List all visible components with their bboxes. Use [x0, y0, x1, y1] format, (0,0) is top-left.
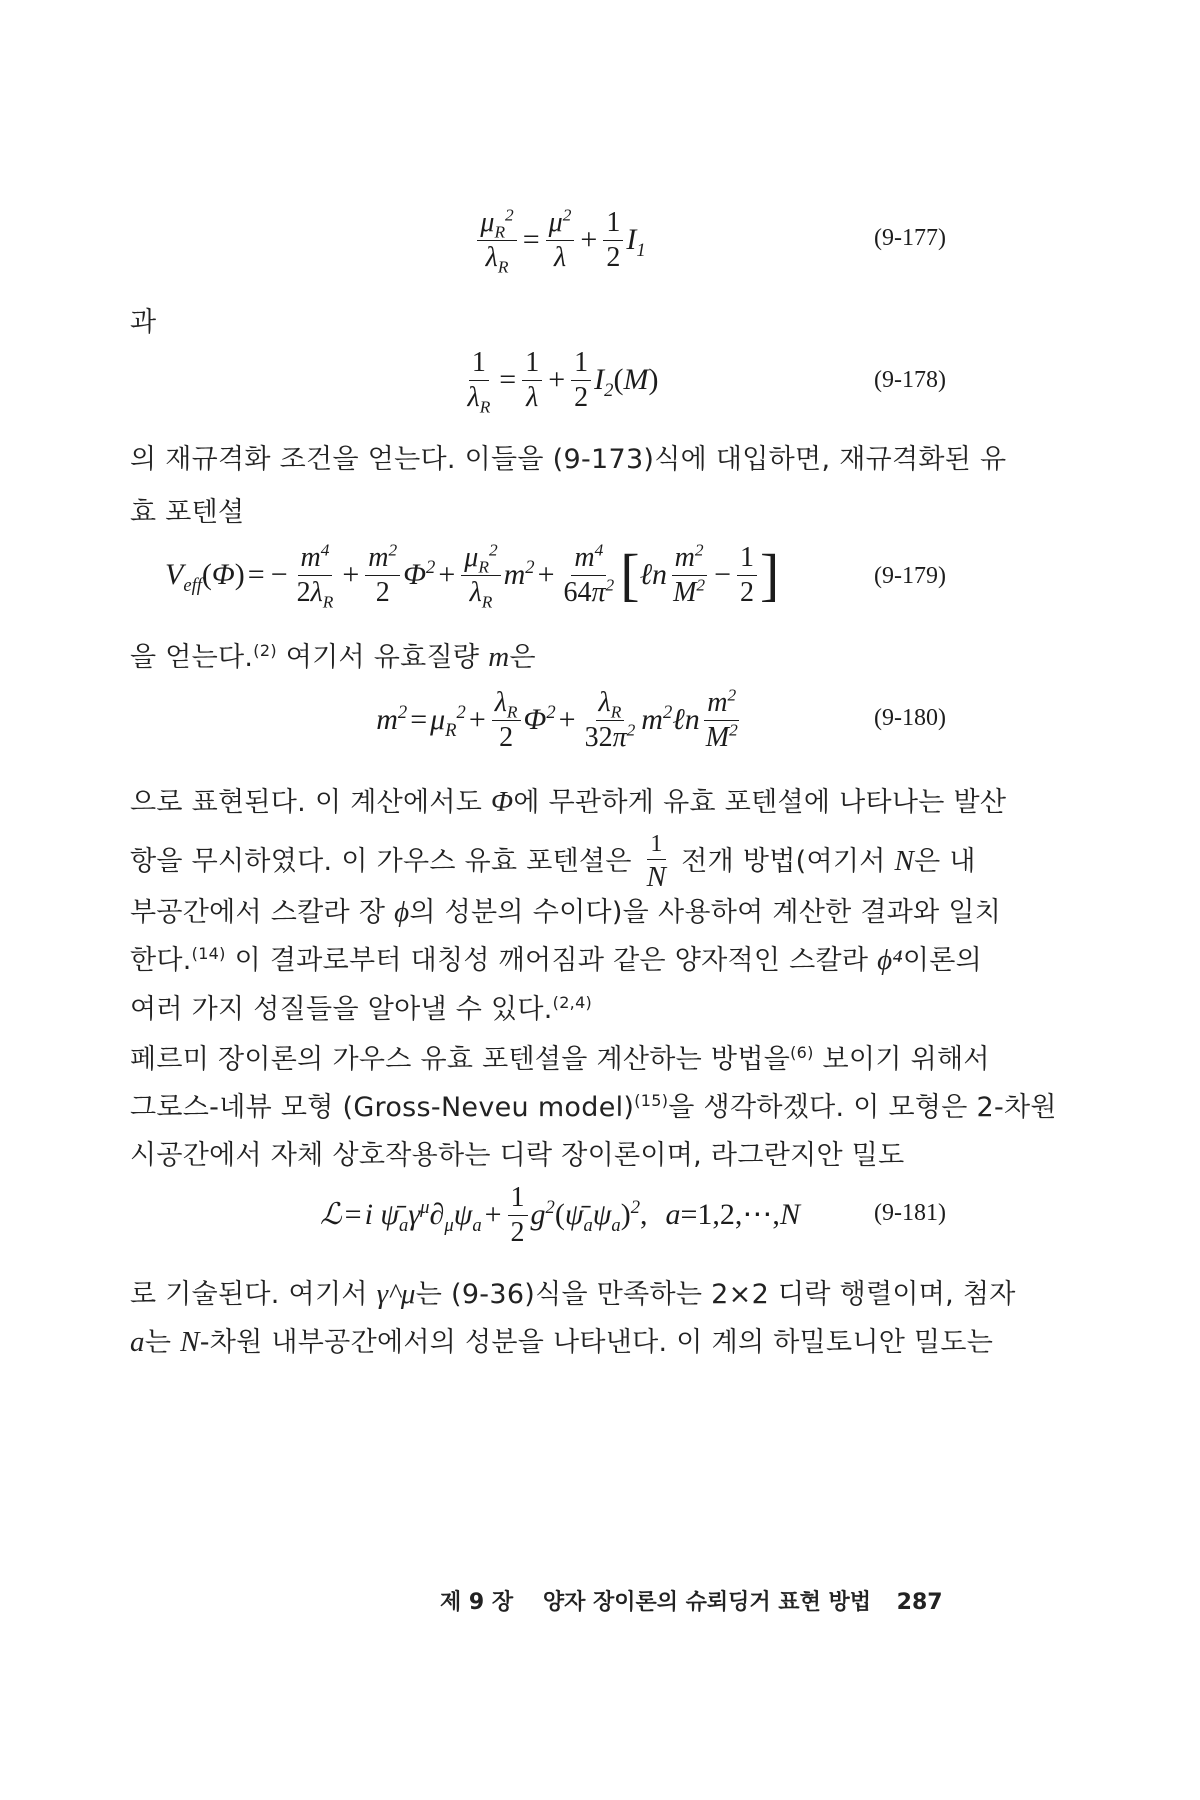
inline-fraction: $\frac{1}{N}$ [646, 831, 667, 894]
text-line: 한다.$^{(14)}$ 이 결과로부터 대칭성 깨어짐과 같은 양자적인 스칼라 ϕ⁴이론의 [130, 944, 983, 976]
text-line: 시공간에서 자체 상호작용하는 디락 장이론이며, 라그란지안 밀도 [130, 1140, 905, 1171]
text-line: a는 N-차원 내부공간에서의 성분을 나타낸다. 이 계의 하밀토니안 밀도는 [130, 1326, 994, 1358]
equation-number: (9-178) [874, 367, 946, 393]
equation-number: (9-179) [874, 563, 946, 589]
text-line: 의 재규격화 조건을 얻는다. 이들을 (9-173)식에 대입하면, 재규격화된 유 [130, 444, 1007, 475]
equation-9-180: $m^2$ = $\mu_R^2$ + $\frac{\lambda_R}{2}$ $\Phi^2$ + $\frac{\lambda_R}{32\pi^2}$ $m^2$ ℓn $\frac{m^2}{M^2}$ [376, 685, 738, 753]
equation-9-181: ℒ = i $\psī_a\gamma^\mu\partial_\mu\psi_a$ + $\frac{1}{2}$ $g^2(\psī_a\psi_a)^2$, a=1,2,⋯,N [320, 1182, 800, 1248]
text-line: 그로스-네뷰 모형 (Gross-Neveu model)$^{(15)}$을 생각하겠다. 이 모형은 2-차원 [130, 1091, 1057, 1123]
text-line: 을 얻는다.$^{(2)}$ 여기서 유효질량 m은 [130, 641, 536, 673]
page-number: 287 [896, 1590, 943, 1615]
text-line: 페르미 장이론의 가우스 유효 포텐셜을 계산하는 방법을$^{(6)}$ 보이기 위해서 [130, 1043, 990, 1075]
equation-number: (9-181) [874, 1200, 946, 1226]
text-line: 으로 표현된다. 이 계산에서도 Φ에 무관하게 유효 포텐셜에 나타나는 발산 [130, 786, 1007, 818]
text-line: 효 포텐셜 [130, 497, 245, 528]
equation-9-179: $V_{eff}(\Phi)$ = − $\frac{m^4}{2\lambda_R}$ + $\frac{m^2}{2}$ $\Phi^2$ + $\frac{\mu_R^2}{\lambda_R}$ $m^2$ + $\frac{m^4}{64\pi^2}$ [ ℓn $\frac{m^2}{M^2}$ − $\frac{1}{2}$ ] [165, 540, 780, 612]
equation-9-178: $\frac{1}{\lambda_R}$ = $\frac{1}{\lambda}$ + $\frac{1}{2}$ $I_2(M)$ [467, 347, 659, 417]
footer-chapter: 제 9 장 [440, 1590, 514, 1615]
equation-number: (9-180) [874, 705, 946, 731]
equation-9-177: $\frac{\mu_R^2}{\lambda_R}$ = $\frac{\mu^2}{\lambda}$ + $\frac{1}{2}$ $I_1$ [130, 205, 990, 275]
text-line: 로 기술된다. 여기서 γ^μ는 (9-36)식을 만족하는 2×2 디락 행렬이며, 첨자 [130, 1278, 1016, 1310]
running-footer [440, 1585, 1000, 1616]
equation-number: (9-177) [874, 225, 946, 251]
text-line: 과 [130, 307, 157, 338]
text-line: 항을 무시하였다. 이 가우스 유효 포텐셜은 $\frac{1}{N}$ 전개 방법(여기서 N은 내 [130, 831, 976, 894]
text-line: 여러 가지 성질들을 알아낼 수 있다.$^{(2,4)}$ [130, 993, 593, 1025]
footer-title: 양자 장이론의 슈뢰딩거 표현 방법 [542, 1590, 871, 1615]
text-line: 부공간에서 스칼라 장 ϕ의 성분의 수이다)을 사용하여 계산한 결과와 일치 [130, 896, 1002, 928]
